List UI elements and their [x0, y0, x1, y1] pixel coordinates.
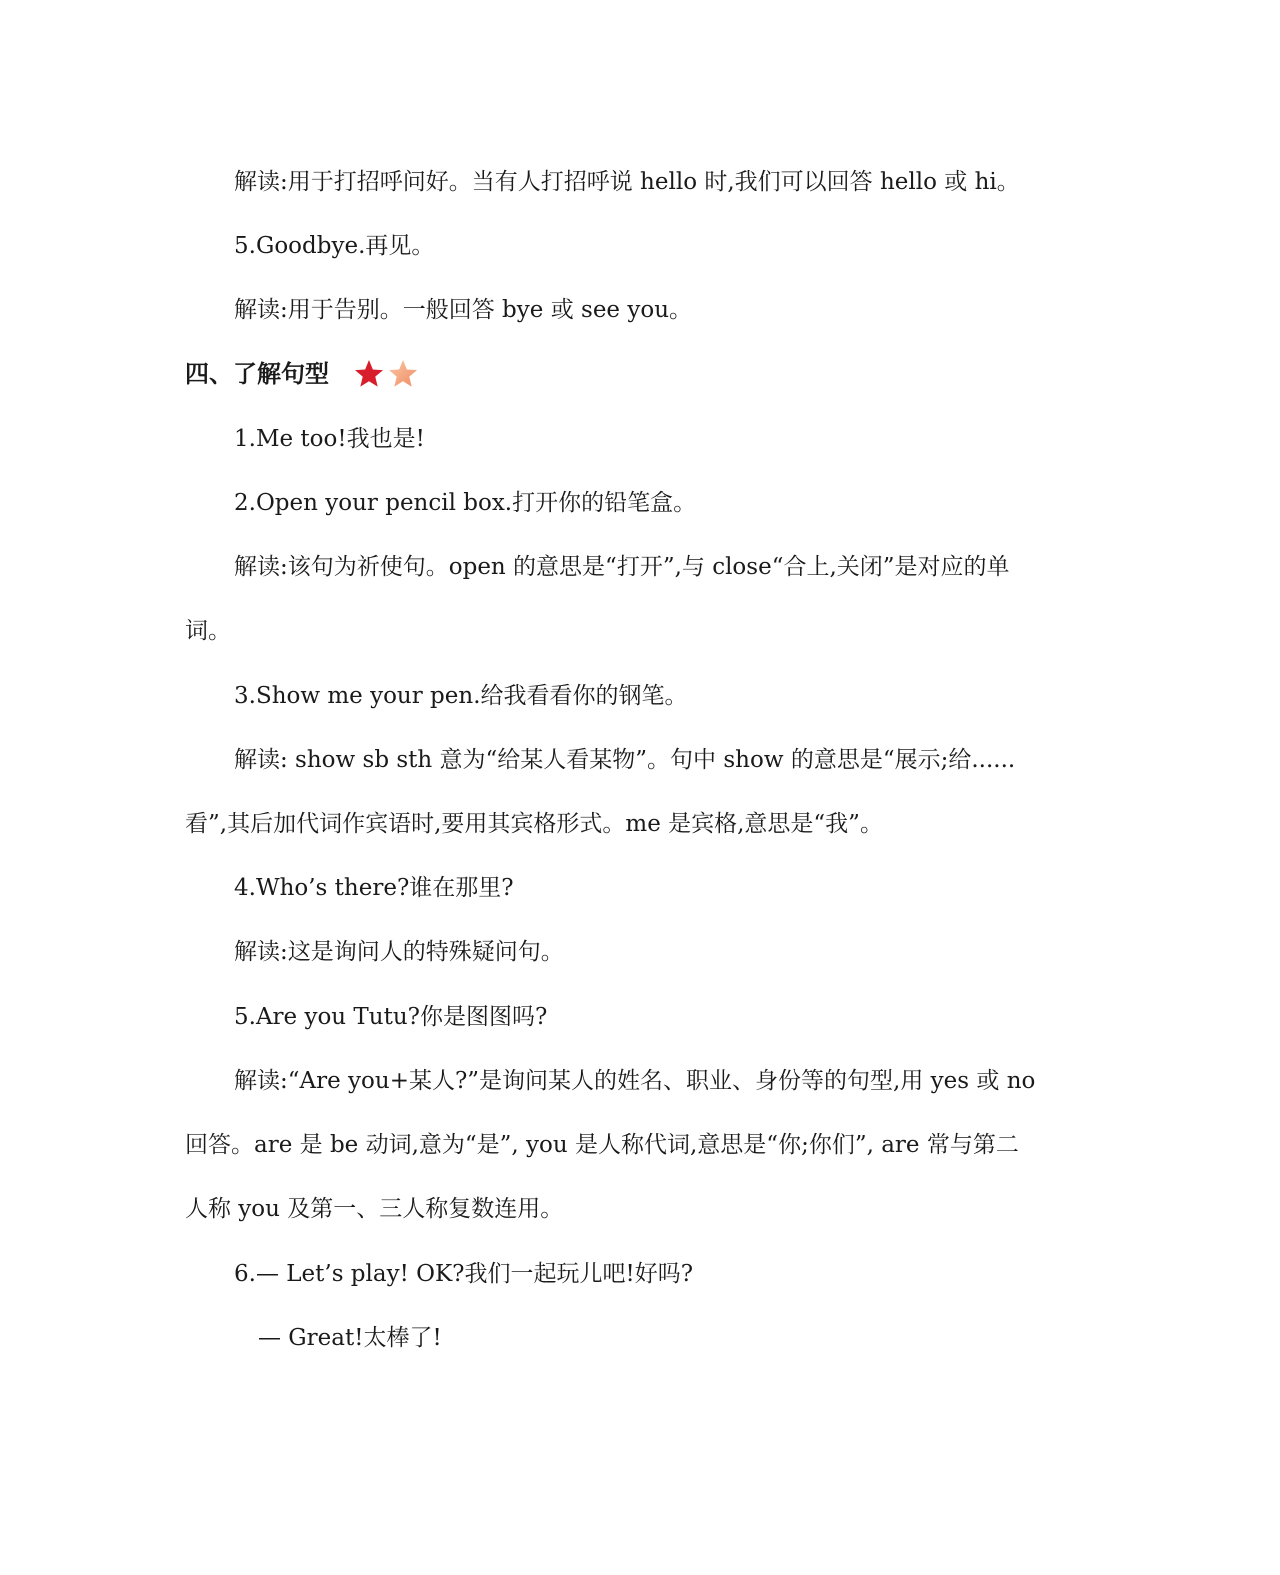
- item-open-pencil-box: 2.Open your pencil box.打开你的铅笔盒。: [234, 490, 697, 516]
- paragraph-hello-explanation: 解读:用于打招呼问好。当有人打招呼说 hello 时,我们可以回答 hello 或 hi。: [234, 169, 1020, 195]
- paragraph-are-you-explanation-cont1: 回答。are 是 be 动词,意为“是”, you 是人称代词,意思是“你;你们”, are 常与第二: [185, 1132, 1019, 1158]
- paragraph-whos-there-explanation: 解读:这是询问人的特殊疑问句。: [234, 939, 564, 965]
- item-lets-play: 6.— Let’s play! OK?我们一起玩儿吧!好吗?: [234, 1261, 694, 1287]
- item-me-too: 1.Me too!我也是!: [234, 426, 425, 452]
- paragraph-open-explanation-cont: 词。: [185, 618, 231, 644]
- section-title: 四、了解句型: [185, 360, 329, 388]
- item-show-me-your-pen: 3.Show me your pen.给我看看你的钢笔。: [234, 683, 688, 709]
- item-are-you-tutu: 5.Are you Tutu?你是图图吗?: [234, 1004, 548, 1030]
- item-goodbye: 5.Goodbye.再见。: [234, 233, 435, 259]
- item-whos-there: 4.Who’s there?谁在那里?: [234, 875, 514, 901]
- paragraph-goodbye-explanation: 解读:用于告别。一般回答 bye 或 see you。: [234, 297, 693, 323]
- difficulty-stars: [353, 358, 419, 390]
- star-light-icon: [387, 358, 419, 390]
- star-filled-icon: [353, 358, 385, 390]
- paragraph-are-you-explanation: 解读:“Are you+某人?”是询问某人的姓名、职业、身份等的句型,用 yes 或 no: [234, 1068, 1036, 1094]
- item-great-reply: — Great!太棒了!: [258, 1325, 442, 1351]
- paragraph-show-explanation-cont: 看”,其后加代词作宾语时,要用其宾格形式。me 是宾格,意思是“我”。: [185, 811, 883, 837]
- paragraph-open-explanation: 解读:该句为祈使句。open 的意思是“打开”,与 close“合上,关闭”是对应的单: [234, 554, 1010, 580]
- paragraph-show-explanation: 解读: show sb sth 意为“给某人看某物”。句中 show 的意思是“展示;给......: [234, 747, 1016, 773]
- section-heading: [185, 356, 419, 392]
- paragraph-are-you-explanation-cont2: 人称 you 及第一、三人称复数连用。: [185, 1196, 564, 1222]
